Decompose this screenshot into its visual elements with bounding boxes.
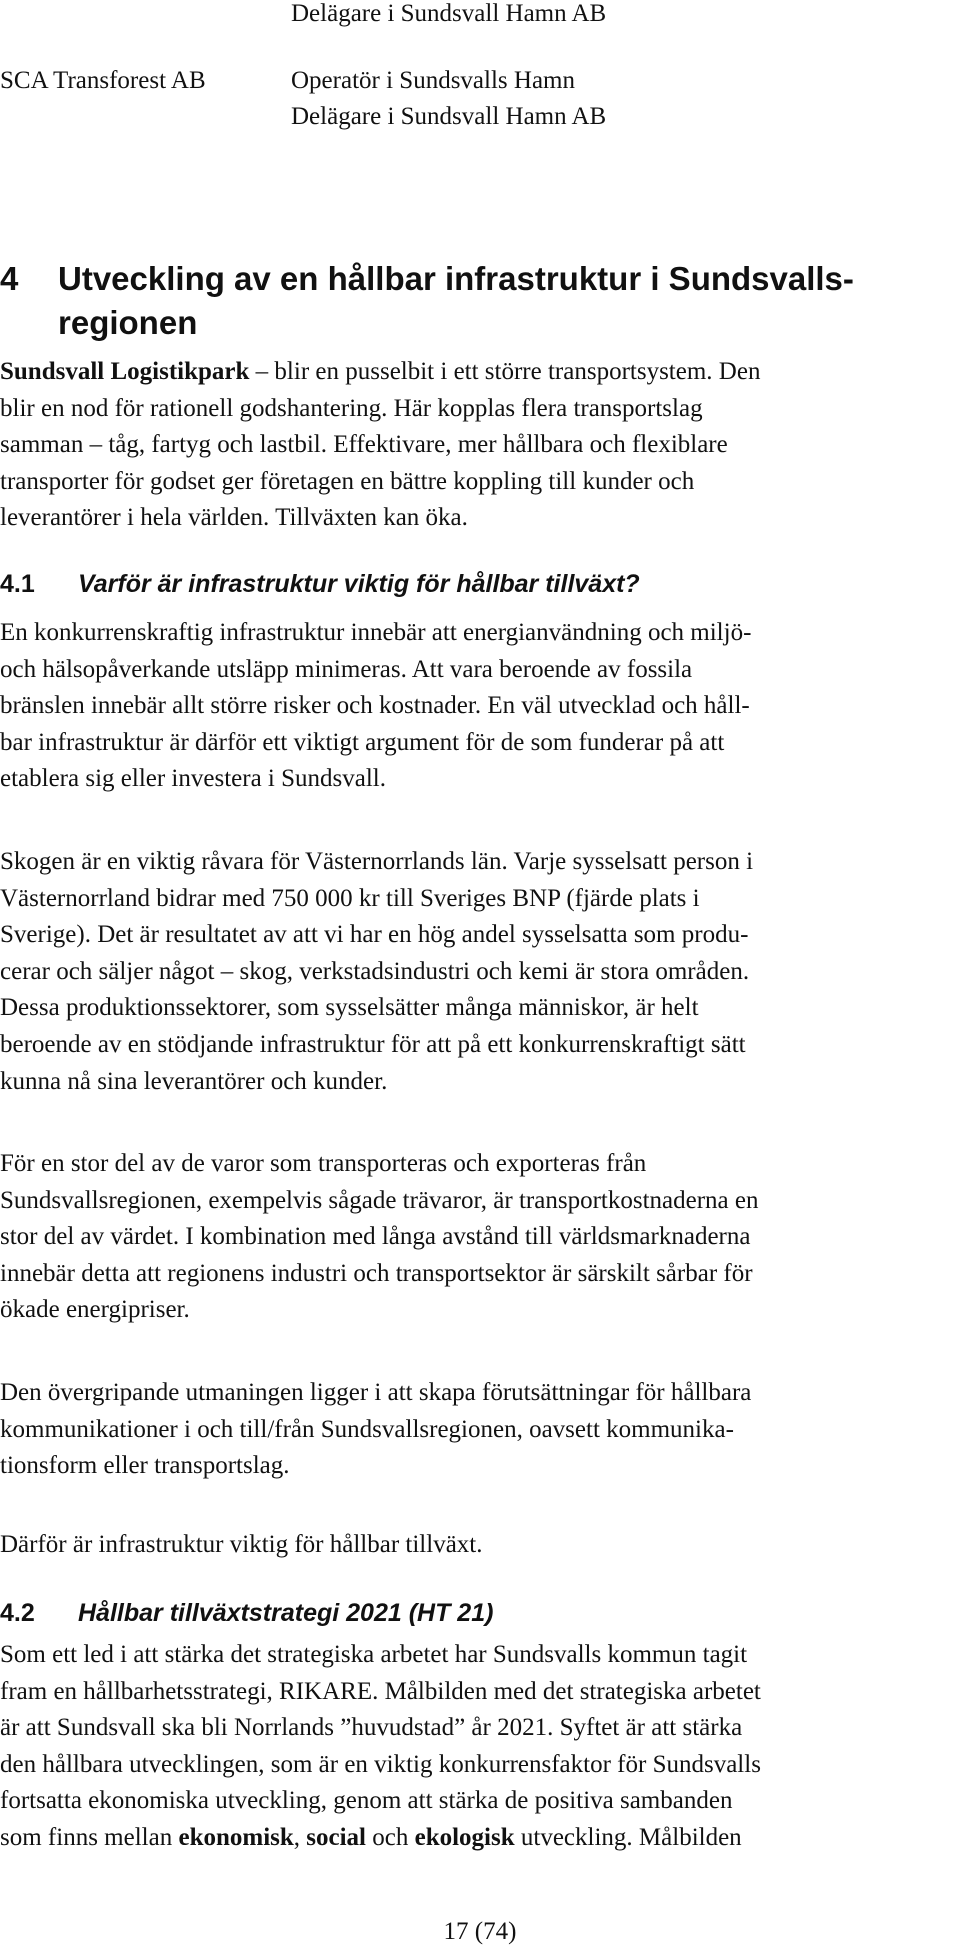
section-4-1-paragraph-5 xyxy=(0,1527,960,1564)
paragraph-line: fram en hållbarhetsstrategi, RIKARE. Målbilden med det strategiska arbetet xyxy=(0,1677,761,1705)
paragraph-line: cerar och säljer något – skog, verkstadsindustri och kemi är stora områden. xyxy=(0,957,750,985)
intro-line: transporter för godset ger företagen en bättre koppling till kunder och xyxy=(0,467,695,495)
paragraph-line xyxy=(0,1820,960,1857)
paragraph-line: bar infrastruktur är därför ett viktigt argument för de som funderar på att xyxy=(0,728,725,756)
paragraph-line: En konkurrenskraftig infrastruktur innebär att energianvändning och miljö- xyxy=(0,619,752,646)
intro-text: – blir en pusselbit i ett större transportsystem. Den xyxy=(249,358,761,385)
logistikpark-name: Sundsvall Logistikpark xyxy=(0,358,250,385)
paragraph-line: Skogen är en viktig råvara för Västernorrlands län. Varje sysselsatt person i xyxy=(0,848,754,875)
paragraph-line: innebär detta att regionens industri och transportsektor är särskilt sårbar för xyxy=(0,1259,753,1287)
paragraph-line: Därför är infrastruktur viktig för hållbar tillväxt. xyxy=(0,1531,483,1558)
owners-role: Delägare i Sundsvall Hamn AB xyxy=(291,0,607,27)
paragraph-line: beroende av en stödjande infrastruktur för att på ett konkurrenskraftigt sätt xyxy=(0,1030,746,1058)
section-4-intro xyxy=(0,354,960,537)
keyword-ecological: ekologisk xyxy=(414,1823,515,1851)
paragraph-line: kommunikationer i och till/från Sundsvallsregionen, oavsett kommunika- xyxy=(0,1415,734,1443)
keyword-social: social xyxy=(306,1823,366,1851)
paragraph-line: etablera sig eller investera i Sundsvall. xyxy=(0,765,386,793)
section-title: Hållbar tillväxtstrategi 2021 (HT 21) xyxy=(78,1599,494,1627)
paragraph-line: Dessa produktionssektorer, som sysselsätter många människor, är helt xyxy=(0,994,699,1022)
section-number: 4.1 xyxy=(0,570,35,598)
section-title xyxy=(58,257,898,345)
paragraph-line: kunna nå sina leverantörer och kunder. xyxy=(0,1067,388,1095)
paragraph-line: Som ett led i att stärka det strategiska arbetet har Sundsvalls kommun tagit xyxy=(0,1641,748,1668)
paragraph-line: fortsatta ekonomiska utveckling, genom att stärka de positiva sambanden xyxy=(0,1787,733,1815)
paragraph-line: Västernorrland bidrar med 750 000 kr till Sveriges BNP (fjärde plats i xyxy=(0,884,700,912)
paragraph-line: är att Sundsvall ska bli Norrlands ”huvudstad” år 2021. Syftet är att stärka xyxy=(0,1714,743,1742)
intro-line: blir en nod för rationell godshantering. Här kopplas flera transportslag xyxy=(0,394,703,422)
section-4-2-paragraph xyxy=(0,1637,960,1857)
paragraph-line: Sverige). Det är resultatet av att vi har en hög andel sysselsatta som produ- xyxy=(0,921,749,949)
paragraph-line: ökade energipriser. xyxy=(0,1296,190,1324)
section-title-line: Utveckling av en hållbar infrastruktur i Sundsvalls- xyxy=(58,260,854,297)
section-title-line: regionen xyxy=(58,304,198,341)
paragraph-text: utveckling. Målbilden xyxy=(514,1823,742,1851)
section-4-1-paragraph-3 xyxy=(0,1146,960,1329)
paragraph-line: Sundsvallsregionen, exempelvis sågade trävaror, är transportkostnaderna en xyxy=(0,1186,759,1214)
page-number: 17 (74) xyxy=(443,1918,517,1945)
section-number: 4 xyxy=(0,260,19,297)
paragraph-line: tionsform eller transportslag. xyxy=(0,1452,290,1480)
section-4-1-paragraph-1 xyxy=(0,615,960,798)
paragraph-line: bränslen innebär allt större risker och kostnader. En väl utvecklad och håll- xyxy=(0,692,750,720)
section-4-1-paragraph-4 xyxy=(0,1375,960,1485)
owners-role: Operatör i Sundsvalls Hamn xyxy=(291,67,575,94)
keyword-economic: ekonomisk xyxy=(178,1823,294,1851)
paragraph-line: stor del av värdet. I kombination med långa avstånd till världsmarknaderna xyxy=(0,1223,751,1251)
paragraph-text: som finns mellan xyxy=(0,1823,179,1851)
paragraph-text: och xyxy=(366,1823,415,1851)
intro-line: samman – tåg, fartyg och lastbil. Effektivare, mer hållbara och flexiblare xyxy=(0,431,728,459)
section-title: Varför är infrastruktur viktig för hållbar tillväxt? xyxy=(78,570,640,598)
section-4-1-paragraph-2 xyxy=(0,844,960,1100)
paragraph-line: och hälsopåverkande utsläpp minimeras. Att vara beroende av fossila xyxy=(0,655,693,683)
paragraph-text: , xyxy=(293,1823,307,1851)
intro-line: leverantörer i hela världen. Tillväxten kan öka. xyxy=(0,504,468,532)
section-number: 4.2 xyxy=(0,1599,35,1627)
owners-role: Delägare i Sundsvall Hamn AB xyxy=(291,103,607,130)
paragraph-line: Den övergripande utmaningen ligger i att skapa förutsättningar för hållbara xyxy=(0,1379,752,1406)
paragraph-line: den hållbara utvecklingen, som är en viktig konkurrensfaktor för Sundsvalls xyxy=(0,1750,761,1778)
intro-line xyxy=(0,354,960,391)
owners-company: SCA Transforest AB xyxy=(0,67,206,94)
paragraph-line: För en stor del av de varor som transporteras och exporteras från xyxy=(0,1150,647,1177)
